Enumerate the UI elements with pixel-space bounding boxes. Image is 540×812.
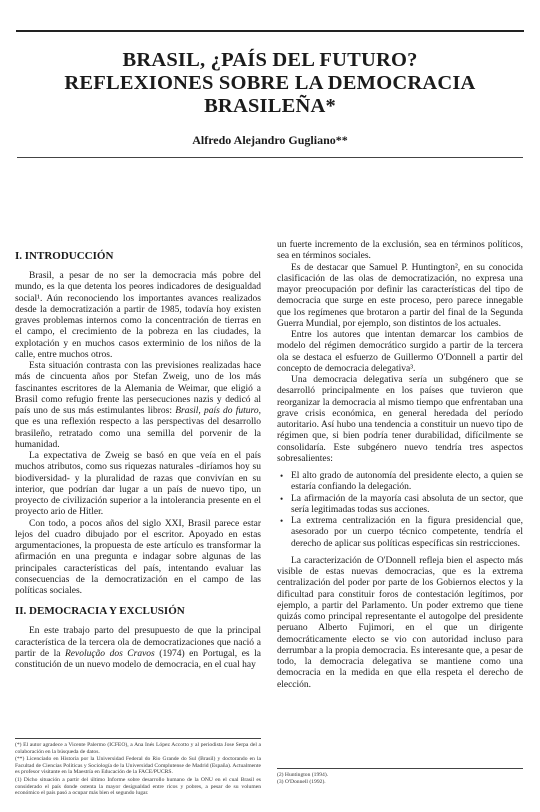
paragraph: Una democracia delegativa sería un subgénero que se desarrolló principalmente en los países que tuvieron que reorganizar la democracia al mismo tiempo que enfrentaban una grave crisis económica, en general heredada del período autoritario. Así hubo una tendencia a constituir un nuevo tipo de régimen que, si bien podría tener durabilidad, difícilmente se consolidaría. Este subgénero nuevo tendría tres aspectos sobresalientes: [277,375,523,464]
top-rule [16,30,524,32]
article-title [20,49,520,118]
book-title: Brasil, país do futuro [175,406,259,416]
paragraph [15,361,261,451]
footnote: (*) El autor agradece a Vicente Palermo (ICFEO), a Ana Inés López Accotto y al periodista Jose Serpa del a colaboración en la búsqueda de datos. [15,742,261,755]
paragraph: Entre los autores que intentan demarcar los cambios de modelo del régimen democrático surgido a partir de la tercera ola se destaca el esfuerzo de Guillermo O'Donnell a partir del concepto de democracia delegativa³. [277,330,523,374]
author-name: Alfredo Alejandro Gugliano** [192,133,348,147]
bullet-item: • La afirmación de la mayoría casi absoluta de un sector, que sería legitimadas todas sus acciones. [291,494,523,517]
paragraph: un fuerte incremento de la exclusión, sea en términos políticos, sea en términos sociales. [277,240,523,262]
paragraph-text: , que es una reflexión respecto a las perspectivas del desarrollo brasileño, retratado como una semilla del porvenir de la humanidad. [15,406,262,450]
section-heading-democracy: II. DEMOCRACIA Y EXCLUSIÓN [15,605,185,618]
paragraph: Brasil, a pesar de no ser la democracia más pobre del mundo, es la que detenta los peores indicadores de desigualdad social¹. Aún reconociendo los importantes avances realizados desde la democratización a partir de 1985, todavía hoy existen graves problemas internos como la concentración de tierras en el campo, el crecimiento de la pobreza en las ciudades, la explotación y en muchos casos exterminio de los niños de la calle, entre muchos otros. [15,271,261,360]
footnote: (**) Licenciado en Historia por la Universidad Federal do Rio Grande do Sul (Brasil) y doctorando en la Facultad de Ciencias Políticas y Sociología de la Universidad Complutense de Madrid (España). Actualmente es profesor visitante en la Maestría en Educación de la FACE/PUCRS. [15,756,261,776]
paragraph: La caracterización de O'Donnell refleja bien el aspecto más visible de estas nuevas democracias, que es la extrema centralización del poder por parte de los Gobiernos electos y la dificultad para constituir foros de contestación legítimos, por ejemplo, a partir del Parlamento. Un poder extremo que tiene quizás como principal representante el autogolpe del presidente peruano Alberto Fujimori, en el que un dirigente democráticamente electo se vio con autoridad incluso para derrumbar a la propia democracia. Es interesante que, a pesar de todo, la democracia delegativa se mantiene como una democracia en la medida en que ella respeta el derecho de elección. [277,555,523,690]
paragraph: Con todo, a pocos años del siglo XXI, Brasil parece estar lejos del cuadro dibujado por el escritor. Apoyado en estas argumentaciones, la propuesta de este artículo es transformar la afirmación en una pregunta e indagar sobre algunas de las principales características del país, intentando evaluar las consecuencias de la democratización en el campo de las políticas sociales. [15,518,261,596]
left-column [15,240,261,671]
paragraph: La expectativa de Zweig se basó en que veía en el país muchos atributos, como sus riquezas naturales -diríamos hoy su biodiversidad- y la pluralidad de razas que convivían en su interior, que podrían dar lugar a un país de nuevo tipo, un proyecto de civilización superior a la intolerancia presente en el proyecto ario de Hitler. [15,451,261,518]
footnote: (3) O'Donnell (1992). [277,778,326,785]
paragraph-text: (1974) en Portugal, es la constitución de un nuevo modelo de democracia, en el cual hay [15,648,261,670]
title-line-1: BRASIL, ¿PAÍS DEL FUTURO? [122,49,418,71]
author-divider [17,157,523,158]
bullet-item: • La extrema centralización en la figura presidencial que, asesorado por un cuerpo técnico competente, tendría el derecho de aplicar sus políticas específicas sin restricciones. [291,516,523,550]
footnote: (2) Huntington (1994). [277,772,329,778]
footnotes-left [15,738,261,798]
footnotes-right [277,768,523,785]
title-line-2: REFLEXIONES SOBRE LA DEMOCRACIA [64,72,476,94]
title-line-3: BRASILEÑA* [204,95,336,117]
paragraph: Es de destacar que Samuel P. Huntington², en su conocida clasificación de las olas de democratización, no expresa una mayor preocupación por definir las características del tipo de democracia que surge en este proceso, pero parece innegable que los regímenes que brotaron a partir del final de la Segunda Guerra Mundial, por ejemplo, son distintos de los actuales. [277,262,523,329]
section-heading-introduction: I. INTRODUCCIÓN [15,250,114,262]
bullet-item: • El alto grado de autonomía del presidente electo, a quien se estaría confiando la delegación. [291,471,523,494]
paragraph [15,626,261,671]
paragraph-text: En este trabajo parto del presupuesto de que la principal característica de la tercera ola de democratizaciones que nació a partir de la [15,626,261,659]
bullet-list [277,471,523,550]
paragraph-text: Esta situación contrasta con las previsiones realizadas hace más de cincuenta años por Stefan Zweig, uno de los más fascinantes escritores de la Alemania de Weimar, que eligió a Brasil como refugio frente las persecuciones nazis y dedicó al país uno de sus más estimulantes libros: [15,361,261,416]
right-column [277,240,523,691]
footnote: (1) Dicho situación a partir del último Informe sobre desarrollo humano de la ONU en el cual Brasil es considerado el país donde ostenta la mayor desigualdad entre ricos y pobres, a pesar de su volumen económico el país pasó a ocupar más bien el segundo lugar. [15,776,261,797]
event-title: Revolução dos Cravos [64,648,155,659]
